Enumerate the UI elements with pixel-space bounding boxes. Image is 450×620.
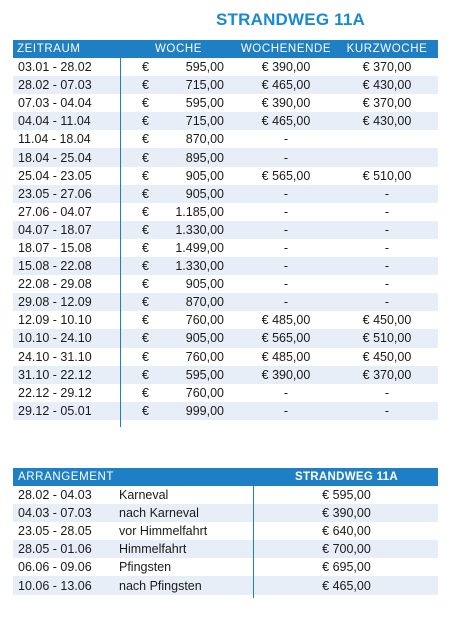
short-week-price-cell: € 370,00 <box>362 60 412 75</box>
arrangement-dates-cell: 06.06 - 09.06 <box>18 560 92 575</box>
arrangement-table <box>13 468 438 595</box>
week-price-cell <box>121 221 236 239</box>
week-price-cell <box>121 257 236 275</box>
week-price-cell <box>121 366 236 384</box>
arrangement-price-cell: € 465,00 <box>322 578 371 593</box>
euro-sign: € <box>142 295 149 310</box>
weekend-price-cell: € 390,00 <box>261 60 311 75</box>
euro-sign: € <box>142 403 149 418</box>
weekend-price-cell: € 465,00 <box>261 78 311 93</box>
price-table-header <box>13 40 438 58</box>
euro-sign: € <box>142 367 149 382</box>
column-divider <box>253 486 254 598</box>
week-price-amount: 905,00 <box>185 331 224 346</box>
euro-sign: € <box>142 313 149 328</box>
short-week-price-cell: € 370,00 <box>362 367 412 382</box>
period-cell: 31.10 - 22.12 <box>18 367 92 382</box>
table-row <box>13 112 438 130</box>
week-price-amount: 1.499,00 <box>175 240 224 255</box>
week-price-cell <box>121 348 236 366</box>
period-cell: 07.03 - 04.04 <box>18 96 92 111</box>
arrangement-name-cell: vor Himmelfahrt <box>119 524 208 539</box>
euro-sign: € <box>142 259 149 274</box>
week-price-amount: 870,00 <box>185 132 224 147</box>
table-row <box>13 203 438 221</box>
table-row <box>13 576 438 594</box>
page-title: STRANDWEG 11A <box>216 10 366 29</box>
table-row <box>13 148 438 166</box>
week-price-cell <box>121 112 236 130</box>
short-week-price-cell: - <box>384 240 390 255</box>
short-week-price-cell: € 430,00 <box>362 114 412 129</box>
table-row <box>13 558 438 576</box>
table-row <box>13 275 438 293</box>
week-price-amount: 715,00 <box>185 78 224 93</box>
arrangement-dates-cell: 28.05 - 01.06 <box>18 542 92 557</box>
weekend-price-cell: - <box>283 132 289 147</box>
euro-sign: € <box>142 331 149 346</box>
weekend-price-cell: - <box>283 385 289 400</box>
period-cell: 04.07 - 18.07 <box>18 222 92 237</box>
header-week: WOCHE <box>154 43 203 55</box>
table-row <box>13 94 438 112</box>
week-price-cell <box>121 311 236 329</box>
euro-sign: € <box>142 168 149 183</box>
week-price-cell <box>121 130 236 148</box>
table-row <box>13 257 438 275</box>
short-week-price-cell: € 430,00 <box>362 78 412 93</box>
short-week-price-cell: € 370,00 <box>362 96 412 111</box>
arrangement-price-cell: € 640,00 <box>322 524 371 539</box>
short-week-price-cell: € 450,00 <box>362 349 412 364</box>
week-price-amount: 760,00 <box>185 349 224 364</box>
table-row <box>13 293 438 311</box>
week-price-amount: 870,00 <box>185 295 224 310</box>
weekend-price-cell: € 485,00 <box>261 349 311 364</box>
period-cell: 25.04 - 23.05 <box>18 168 92 183</box>
header-weekend: WOCHENENDE <box>240 43 332 55</box>
euro-sign: € <box>142 78 149 93</box>
period-cell: 12.09 - 10.10 <box>18 313 92 328</box>
period-cell: 22.08 - 29.08 <box>18 277 92 292</box>
week-price-cell <box>121 167 236 185</box>
week-price-cell <box>121 94 236 112</box>
column-divider <box>120 58 121 427</box>
table-row <box>13 348 438 366</box>
short-week-price-cell: - <box>384 295 390 310</box>
week-price-cell <box>121 402 236 420</box>
period-cell: 22.12 - 29.12 <box>18 385 92 400</box>
price-table-body <box>13 58 438 420</box>
table-row <box>13 239 438 257</box>
weekend-price-cell: € 390,00 <box>261 367 311 382</box>
week-price-amount: 595,00 <box>185 367 224 382</box>
table-row <box>13 522 438 540</box>
euro-sign: € <box>142 240 149 255</box>
euro-sign: € <box>142 60 149 75</box>
weekend-price-cell: - <box>283 186 289 201</box>
week-price-amount: 595,00 <box>185 96 224 111</box>
euro-sign: € <box>142 204 149 219</box>
period-cell: 11.04 - 18.04 <box>18 132 91 147</box>
week-price-amount: 595,00 <box>185 60 224 75</box>
arrangement-name-cell: nach Pfingsten <box>119 578 202 593</box>
arrangement-dates-cell: 23.05 - 28.05 <box>18 524 92 539</box>
short-week-price-cell: - <box>384 204 390 219</box>
period-cell: 03.01 - 28.02 <box>18 60 92 75</box>
table-row <box>13 540 438 558</box>
arrangement-price-cell: € 700,00 <box>322 542 371 557</box>
arrangement-dates-cell: 04.03 - 07.03 <box>18 506 92 521</box>
short-week-price-cell: - <box>384 403 390 418</box>
period-cell: 23.05 - 27.06 <box>18 186 92 201</box>
table-row <box>13 486 438 504</box>
week-price-cell <box>121 185 236 203</box>
header-arrangement: ARRANGEMENT <box>18 471 115 483</box>
weekend-price-cell: - <box>283 277 289 292</box>
arrangement-name-cell: nach Karneval <box>119 506 199 521</box>
short-week-price-cell: - <box>384 186 390 201</box>
week-price-cell <box>121 148 236 166</box>
table-row <box>13 130 438 148</box>
period-cell: 29.12 - 05.01 <box>18 403 92 418</box>
euro-sign: € <box>142 277 149 292</box>
week-price-cell <box>121 275 236 293</box>
table-row <box>13 311 438 329</box>
weekend-price-cell: € 465,00 <box>261 114 311 129</box>
weekend-price-cell: € 485,00 <box>261 313 311 328</box>
euro-sign: € <box>142 132 149 147</box>
period-cell: 15.08 - 22.08 <box>18 259 92 274</box>
header-short-week: KURZWOCHE <box>346 43 428 55</box>
table-row <box>13 221 438 239</box>
week-price-cell <box>121 76 236 94</box>
euro-sign: € <box>142 222 149 237</box>
euro-sign: € <box>142 150 149 165</box>
weekend-price-cell: - <box>283 204 289 219</box>
short-week-price-cell: € 450,00 <box>362 313 412 328</box>
weekend-price-cell: € 565,00 <box>261 168 311 183</box>
header-property: STRANDWEG 11A <box>295 471 398 483</box>
weekend-price-cell: - <box>283 150 289 165</box>
week-price-amount: 1.330,00 <box>175 222 224 237</box>
week-price-cell <box>121 329 236 347</box>
week-price-amount: 905,00 <box>185 277 224 292</box>
euro-sign: € <box>142 349 149 364</box>
period-cell: 18.04 - 25.04 <box>18 150 92 165</box>
euro-sign: € <box>142 96 149 111</box>
short-week-price-cell: € 510,00 <box>362 331 412 346</box>
arrangement-price-cell: € 595,00 <box>322 488 371 503</box>
table-row <box>13 384 438 402</box>
arrangement-table-body <box>13 486 438 595</box>
table-row <box>13 504 438 522</box>
table-row <box>13 402 438 420</box>
short-week-price-cell: € 510,00 <box>362 168 412 183</box>
period-cell: 24.10 - 31.10 <box>18 349 92 364</box>
short-week-price-cell: - <box>384 259 390 274</box>
weekend-price-cell: - <box>283 295 289 310</box>
arrangement-name-cell: Himmelfahrt <box>119 542 187 557</box>
arrangement-name-cell: Pfingsten <box>119 560 172 575</box>
weekend-price-cell: € 565,00 <box>261 331 311 346</box>
weekend-price-cell: - <box>283 403 289 418</box>
week-price-amount: 715,00 <box>185 114 224 129</box>
period-cell: 10.10 - 24.10 <box>18 331 92 346</box>
arrangement-dates-cell: 28.02 - 04.03 <box>18 488 92 503</box>
arrangement-price-cell: € 390,00 <box>322 506 371 521</box>
table-row <box>13 366 438 384</box>
week-price-cell <box>121 58 236 76</box>
price-table <box>13 40 438 420</box>
short-week-price-cell: - <box>384 222 390 237</box>
week-price-amount: 1.330,00 <box>175 259 224 274</box>
week-price-cell <box>121 293 236 311</box>
table-row <box>13 76 438 94</box>
arrangement-table-header <box>13 468 438 486</box>
table-row <box>13 329 438 347</box>
table-row <box>13 185 438 203</box>
week-price-cell <box>121 384 236 402</box>
table-row <box>13 58 438 76</box>
week-price-amount: 999,00 <box>185 403 224 418</box>
weekend-price-cell: - <box>283 222 289 237</box>
period-cell: 28.02 - 07.03 <box>18 78 92 93</box>
euro-sign: € <box>142 186 149 201</box>
period-cell: 18.07 - 15.08 <box>18 240 92 255</box>
week-price-amount: 905,00 <box>185 186 224 201</box>
period-cell: 27.06 - 04.07 <box>18 204 92 219</box>
euro-sign: € <box>142 114 149 129</box>
arrangement-price-cell: € 695,00 <box>322 560 371 575</box>
week-price-cell <box>121 239 236 257</box>
header-period: ZEITRAUM <box>17 43 81 55</box>
weekend-price-cell: - <box>283 240 289 255</box>
weekend-price-cell: - <box>283 259 289 274</box>
table-row <box>13 167 438 185</box>
period-cell: 04.04 - 11.04 <box>18 114 91 129</box>
short-week-price-cell: - <box>384 277 390 292</box>
week-price-amount: 760,00 <box>185 313 224 328</box>
euro-sign: € <box>142 385 149 400</box>
week-price-amount: 895,00 <box>185 150 224 165</box>
week-price-cell <box>121 203 236 221</box>
arrangement-dates-cell: 10.06 - 13.06 <box>18 578 92 593</box>
weekend-price-cell: € 390,00 <box>261 96 311 111</box>
week-price-amount: 905,00 <box>185 168 224 183</box>
week-price-amount: 760,00 <box>185 385 224 400</box>
week-price-amount: 1.185,00 <box>175 204 224 219</box>
short-week-price-cell: - <box>384 385 390 400</box>
arrangement-name-cell: Karneval <box>119 488 169 503</box>
period-cell: 29.08 - 12.09 <box>18 295 92 310</box>
